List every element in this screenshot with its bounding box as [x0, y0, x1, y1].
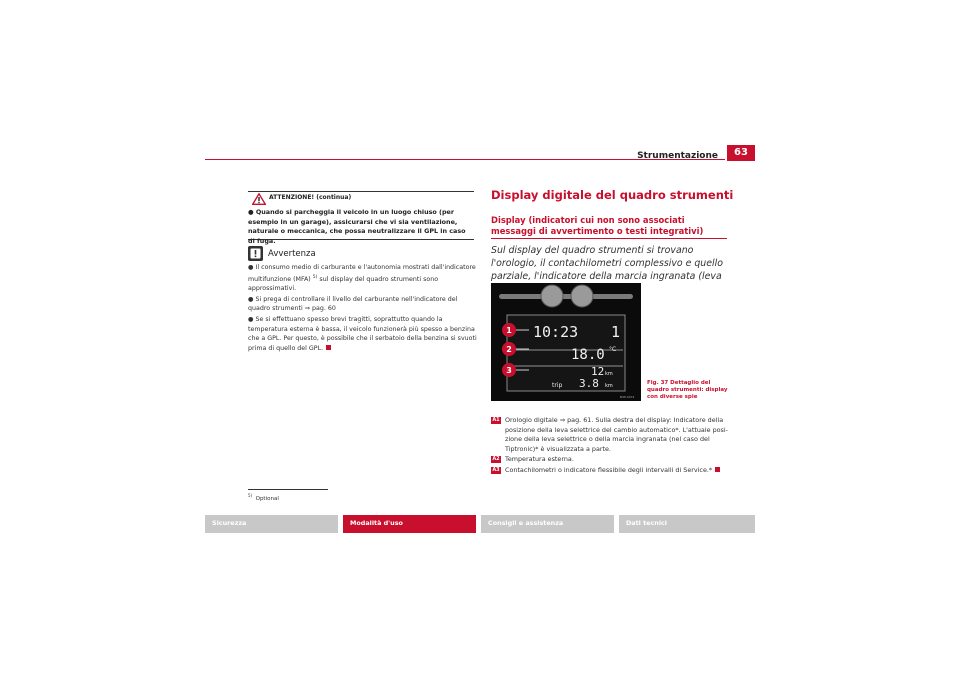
warning-text: ● Quando si parcheggia il veicolo in un luogo chiuso (per esempio in un garage), assicurarsi che vi sia ventilazione, naturale o meccanica, che possa neutralizzare il GPL in caso di fuga.	[248, 208, 466, 245]
legend-item: A2 Temperatura esterna.	[492, 455, 574, 464]
subsection-rule	[491, 238, 727, 239]
temperature-readout: 18.0	[571, 347, 605, 363]
subsection-title: Display (indicatori cui non sono associati messaggi di avvertimento o testi integrativi)	[491, 215, 704, 236]
chapter-title: Strumentazione	[637, 151, 718, 161]
odometer-total: 12	[591, 365, 605, 378]
svg-text:3: 3	[506, 366, 512, 375]
note-item: ● Si prega di controllare il livello del carburante nell'indicatore del quadro strumenti ⇒ pag. 60	[248, 295, 458, 313]
left-knob	[541, 285, 563, 307]
trip-label: trip	[552, 382, 563, 389]
legend-badge: A1	[492, 417, 500, 423]
display-illustration	[491, 283, 641, 401]
footnote-ref: 5)	[312, 274, 318, 280]
svg-text:1: 1	[506, 326, 512, 335]
km-unit-total: km	[605, 371, 613, 377]
end-mark	[326, 345, 331, 350]
warning-triangle-icon	[252, 193, 266, 205]
temperature-unit: °C	[609, 346, 617, 353]
instrument-display-figure	[491, 283, 641, 401]
clock-readout: 10:23	[533, 323, 579, 341]
nav-tab-consigli-assistenza[interactable]: Consigli e assistenza	[481, 515, 614, 533]
footnote-rule	[248, 489, 328, 490]
figure-code: B4P-0472	[620, 395, 635, 399]
note-icon	[248, 246, 263, 261]
section-title: Display digitale del quadro strumenti	[491, 188, 734, 202]
note-body	[248, 263, 480, 354]
note-item: ● Il consumo medio di carburante e l'autonomia mostrati dall'indicatore multifunzione (MFA) $^{5)}$ sul display del quadro strumenti sono approssimativi.	[248, 264, 476, 293]
svg-text:2: 2	[506, 345, 512, 354]
note-label: Avvertenza	[268, 249, 316, 259]
note-item: ● Se si effettuano spesso brevi tragitti, soprattutto quando la temperatura esterna è bassa, il veicolo funzionerà più spesso a benzina che a GPL. Per questo, è possibile che il serbatoio della benzina si svuoti prima di quello del GPL.	[248, 316, 477, 352]
legend-badge: A3	[492, 466, 500, 473]
legend-list	[491, 416, 731, 477]
nav-tab-modalita-uso[interactable]: Modalità d'uso	[343, 515, 476, 533]
nav-tab-sicurezza[interactable]: Sicurezza	[205, 515, 338, 533]
page-number: 63	[727, 145, 755, 161]
legend-item: A3 Contachilometri o indicatore flessibile degli intervalli di Service.*	[491, 466, 731, 476]
km-unit-trip: km	[605, 383, 613, 389]
bullet: ●	[248, 208, 256, 216]
figure-caption: Fig. 37 Dettaglio del quadro strumenti: display con diverse spie	[647, 380, 728, 400]
gear-readout: 1	[611, 323, 621, 341]
legend-item: A1 Orologio digitale ⇒ pag. 61. Sulla destra del display: Indicatore della posizione della leva selettrice del cambio automatico*. L'attuale posi- zione della leva selettrice o della marcia ingranata (nel caso del Tiptronic)* è visualizzata a parte.	[492, 416, 728, 453]
warning-label: ATTENZIONE! (continua)	[269, 194, 352, 201]
nav-tab-dati-tecnici[interactable]: Dati tecnici	[619, 515, 755, 533]
intro-text: Sul display del quadro strumenti si trovano l'orologio, il contachilometri complessivo e quello parziale, l'indicatore della marcia ingranata (leva	[491, 245, 723, 282]
legend-badge: A2	[492, 456, 500, 463]
end-mark	[715, 467, 720, 472]
right-knob	[571, 285, 593, 307]
odometer-trip: 3.8	[579, 377, 599, 390]
footnote: $^{5)}$ Optional	[248, 493, 279, 502]
